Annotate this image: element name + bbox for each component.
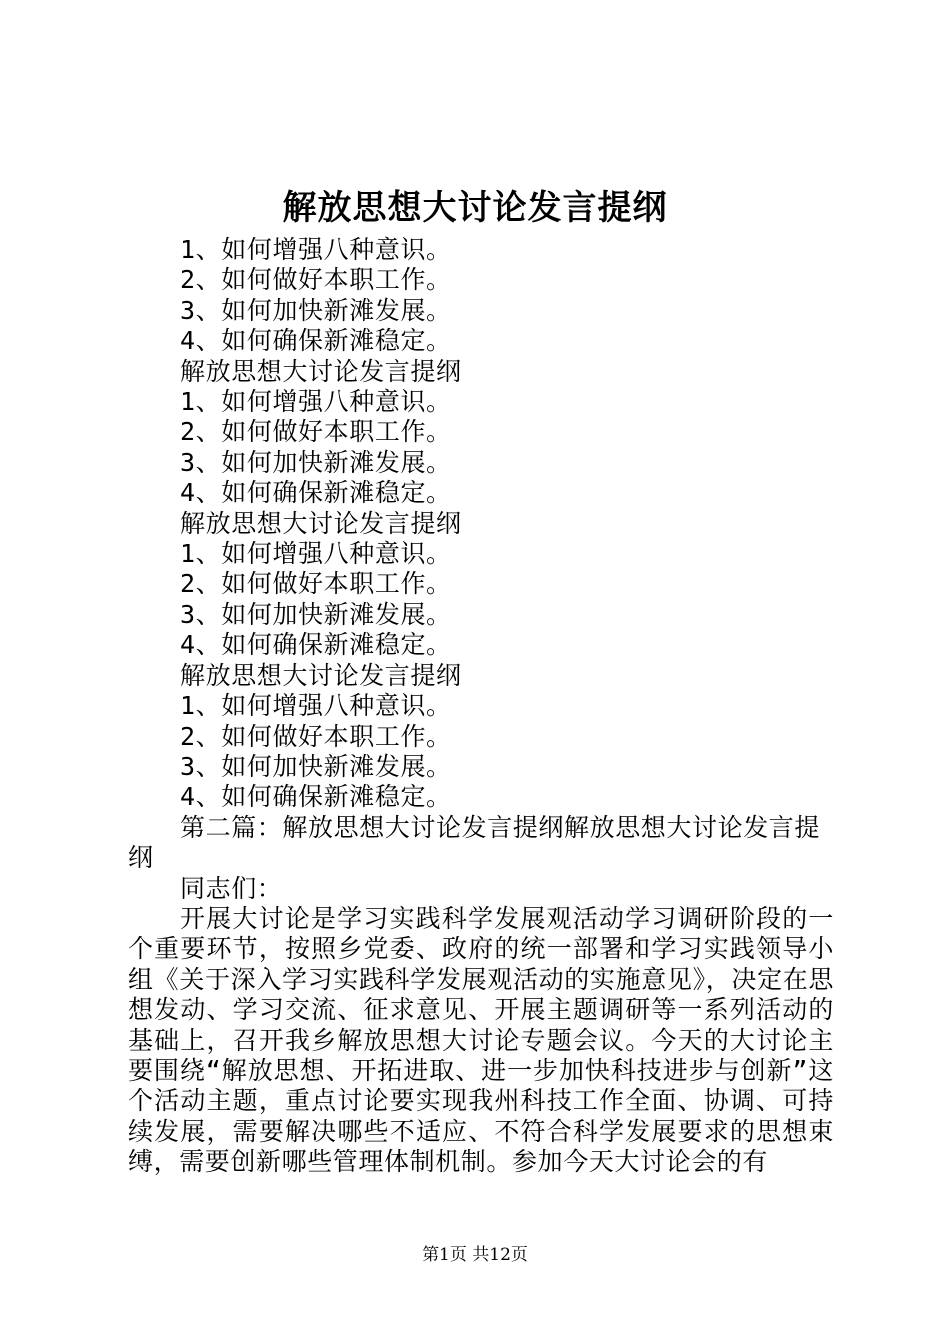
outline-item: 4、如何确保新滩稳定。: [180, 782, 452, 812]
outline-item: 2、如何做好本职工作。: [180, 265, 452, 295]
body-paragraph: 开展大讨论是学习实践科学发展观活动学习调研阶段的一个重要环节，按照乡党委、政府的统一部署和学习实践领导小组《关于深入学习实践科学发展观活动的实施意见》，决定在思想发动、学习交流、征求意见、开展主题调研等一系列活动的基础上，召开我乡解放思想大讨论专题会议。今天的大讨论主要围绕“解放思想、开拓进取、进一步加快科技进步与创新”这个活动主题，重点讨论要实现我州科技工作全面、协调、可持续发展，需要解决哪些不适应、不符合科学发展要求的思想束缚，需要创新哪些管理体制机制。参加今天大讨论会的有: [128, 903, 834, 1177]
outline-item: 3、如何加快新滩发展。: [180, 447, 452, 477]
salutation: 同志们：: [180, 873, 283, 903]
repeated-heading: 解放思想大讨论发言提纲: [180, 356, 462, 386]
outline-item: 3、如何加快新滩发展。: [180, 295, 452, 325]
outline-item: 1、如何增强八种意识。: [180, 235, 452, 264]
section-heading: 第二篇：解放思想大讨论发言提纲解放思想大讨论发言提纲: [128, 812, 821, 873]
outline-item: 2、如何做好本职工作。: [180, 721, 452, 751]
document-body: [128, 235, 834, 1178]
outline-item: 4、如何确保新滩稳定。: [180, 478, 452, 508]
outline-item: 4、如何确保新滩稳定。: [180, 326, 452, 356]
repeated-heading: 解放思想大讨论发言提纲: [180, 508, 462, 538]
outline-item: 1、如何增强八种意识。: [180, 387, 452, 417]
outline-item: 2、如何做好本职工作。: [180, 417, 452, 447]
outline-item: 4、如何确保新滩稳定。: [180, 630, 452, 660]
outline-item: 3、如何加快新滩发展。: [180, 599, 452, 629]
document-title: 解放思想大讨论发言提纲: [282, 188, 668, 228]
outline-item: 1、如何增强八种意识。: [180, 539, 452, 569]
outline-item: 3、如何加快新滩发展。: [180, 751, 452, 781]
outline-item: 1、如何增强八种意识。: [180, 691, 452, 721]
outline-item: 2、如何做好本职工作。: [180, 569, 452, 599]
repeated-heading: 解放思想大讨论发言提纲: [180, 660, 462, 690]
page-number: 第1页 共12页: [422, 1245, 528, 1265]
